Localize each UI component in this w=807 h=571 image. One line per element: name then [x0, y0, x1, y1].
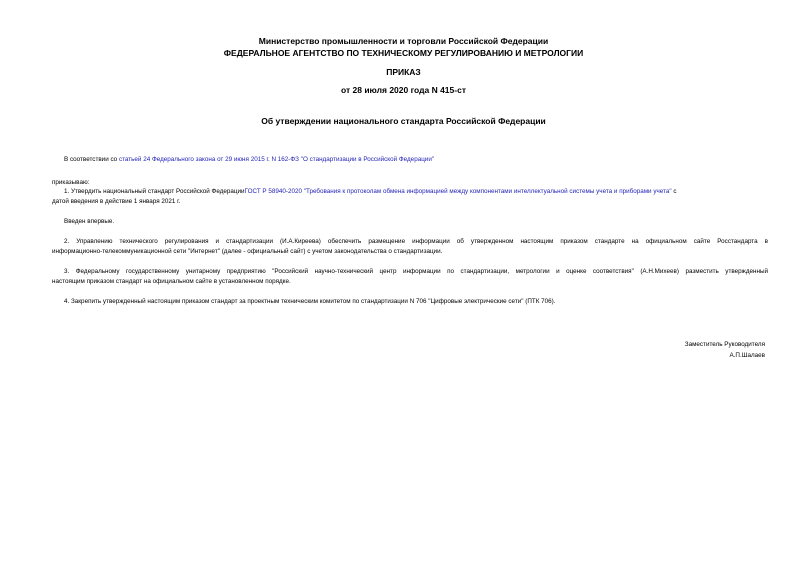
item-1-text: 1. Утвердить национальный стандарт Российской Федерации: [64, 188, 245, 195]
preamble-text: В соответствии со: [64, 156, 119, 163]
agency-title: ФЕДЕРАЛЬНОЕ АГЕНТСТВО ПО ТЕХНИЧЕСКОМУ РЕГУЛИРОВАНИЮ И МЕТРОЛОГИИ: [223, 48, 584, 58]
item-1: [64, 187, 677, 197]
preamble: [64, 155, 434, 165]
signature-position: Заместитель Руководителя: [684, 341, 765, 348]
item-3-line2: настоящим приказом стандарт на официальном сайте в установленном порядке.: [52, 278, 291, 285]
law-link[interactable]: статьей 24 Федерального закона от 29 июня 2015 г. N 162-ФЗ "О стандартизации в Российской Федерации": [118, 156, 435, 163]
item-2-line1: 2. Управлению технического регулирования и стандартизации (И.А.Киреева) обеспечить размещение информации об утвержденном настоящим приказом стандарте на официальном сайте Росстандарта в: [64, 238, 768, 245]
item-4: 4. Закрепить утвержденный настоящим приказом стандарт за проектным техническим комитетом по стандартизации N 706 "Цифровые электрические сети" (ПТК 706).: [64, 298, 556, 305]
introduced-note: Введен впервые.: [64, 218, 115, 225]
doc-subject: Об утверждении национального стандарта Российской Федерации: [261, 116, 546, 126]
item-1-line2: датой введения в действие 1 января 2021 г.: [52, 198, 181, 205]
standard-link[interactable]: ГОСТ Р 58940-2020 "Требования к протоколам обмена информацией между компонентами интеллектуальной системы учета и приборами учета": [244, 188, 672, 195]
order-word: приказываю:: [52, 179, 90, 186]
item-2-line2: информационно-телекоммуникационной сети "Интернет" (далее - официальный сайт) с учетом законодательства о стандартизации.: [52, 248, 443, 255]
ministry-title: Министерство промышленности и торговли Российской Федерации: [258, 36, 549, 46]
item-3-line1: 3. Федеральному государственному унитарному предприятию "Российский научно-технический центр информации по стандартизации, метрологии и оценке соответствия" (А.Н.Михеев) разместить утвержденный: [64, 268, 768, 275]
date-number: от 28 июля 2020 года N 415-ст: [341, 85, 466, 95]
signature-name: А.П.Шалаев: [729, 352, 765, 359]
item-1-suffix: с: [671, 188, 677, 195]
doc-type: ПРИКАЗ: [386, 67, 421, 77]
